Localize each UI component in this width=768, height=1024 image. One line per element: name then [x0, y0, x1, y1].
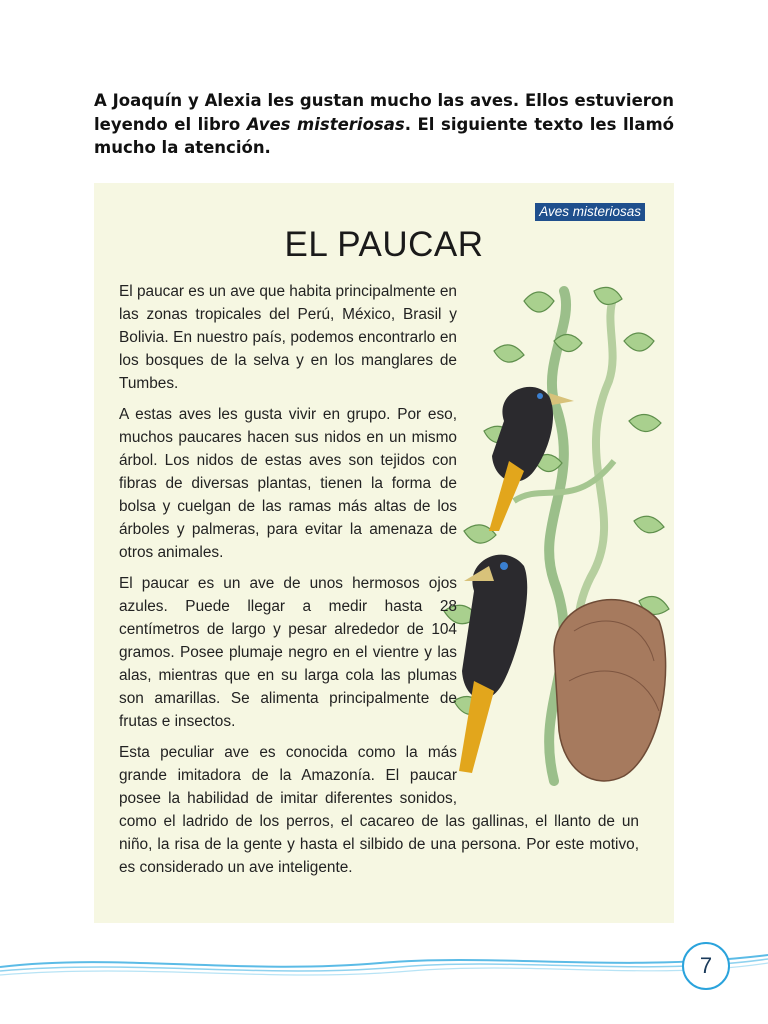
source-badge: Aves misteriosas	[535, 203, 645, 221]
intro-text-1: A Joaquín y Alexia les gustan mucho las aves. Ellos estuvieron leyendo el libro	[94, 91, 674, 134]
article-body	[119, 280, 639, 887]
reading-card	[94, 183, 674, 923]
paragraph-4: Esta peculiar ave es conocida como la más grande imitadora de la Amazonía. El paucar posee la habilidad de imitar diferentes sonidos, como el ladrido de los perros, el cacareo de las gallinas, el llanto de un niño, la risa de la gente y hasta el silbido de una persona. Por este motivo, es considerado un ave inteligente.	[119, 744, 639, 876]
article-title: EL PAUCAR	[284, 225, 484, 264]
paragraph-1: El paucar es un ave que habita principalmente en las zonas tropicales del Perú, México, Brasil y Bolivia. En nuestro país, podemos encontrarlo en los bosques de la selva y en los manglares de Tumbes.	[119, 283, 457, 392]
paragraph-3: El paucar es un ave de unos hermosos ojos azules. Puede llegar a medir hasta 28 centímetros de largo y pesar alrededor de 104 gramos. Posee plumaje negro en el vientre y las alas, mientras que en su larga cola las plumas son amarillas. Se alimenta principalmente de frutas e insectos.	[119, 575, 457, 730]
illustration-float-space	[457, 280, 639, 790]
book-title: Aves misteriosas	[246, 114, 405, 134]
footer-wave-decoration	[0, 925, 768, 985]
intro-text-2: . El siguiente texto les llamó mucho la atención.	[94, 114, 674, 157]
paragraph-2: A estas aves les gusta vivir en grupo. Por eso, muchos paucares hacen sus nidos en un mismo árbol. Los nidos de estas aves son tejidos con fibras de diversas plantas, tienen la forma de bolsa y cuelgan de las ramas más altas de los árboles y palmeras, para evitar la amenaza de otros animales.	[119, 406, 457, 561]
page-number: 7	[682, 942, 730, 990]
intro-paragraph	[94, 89, 674, 160]
